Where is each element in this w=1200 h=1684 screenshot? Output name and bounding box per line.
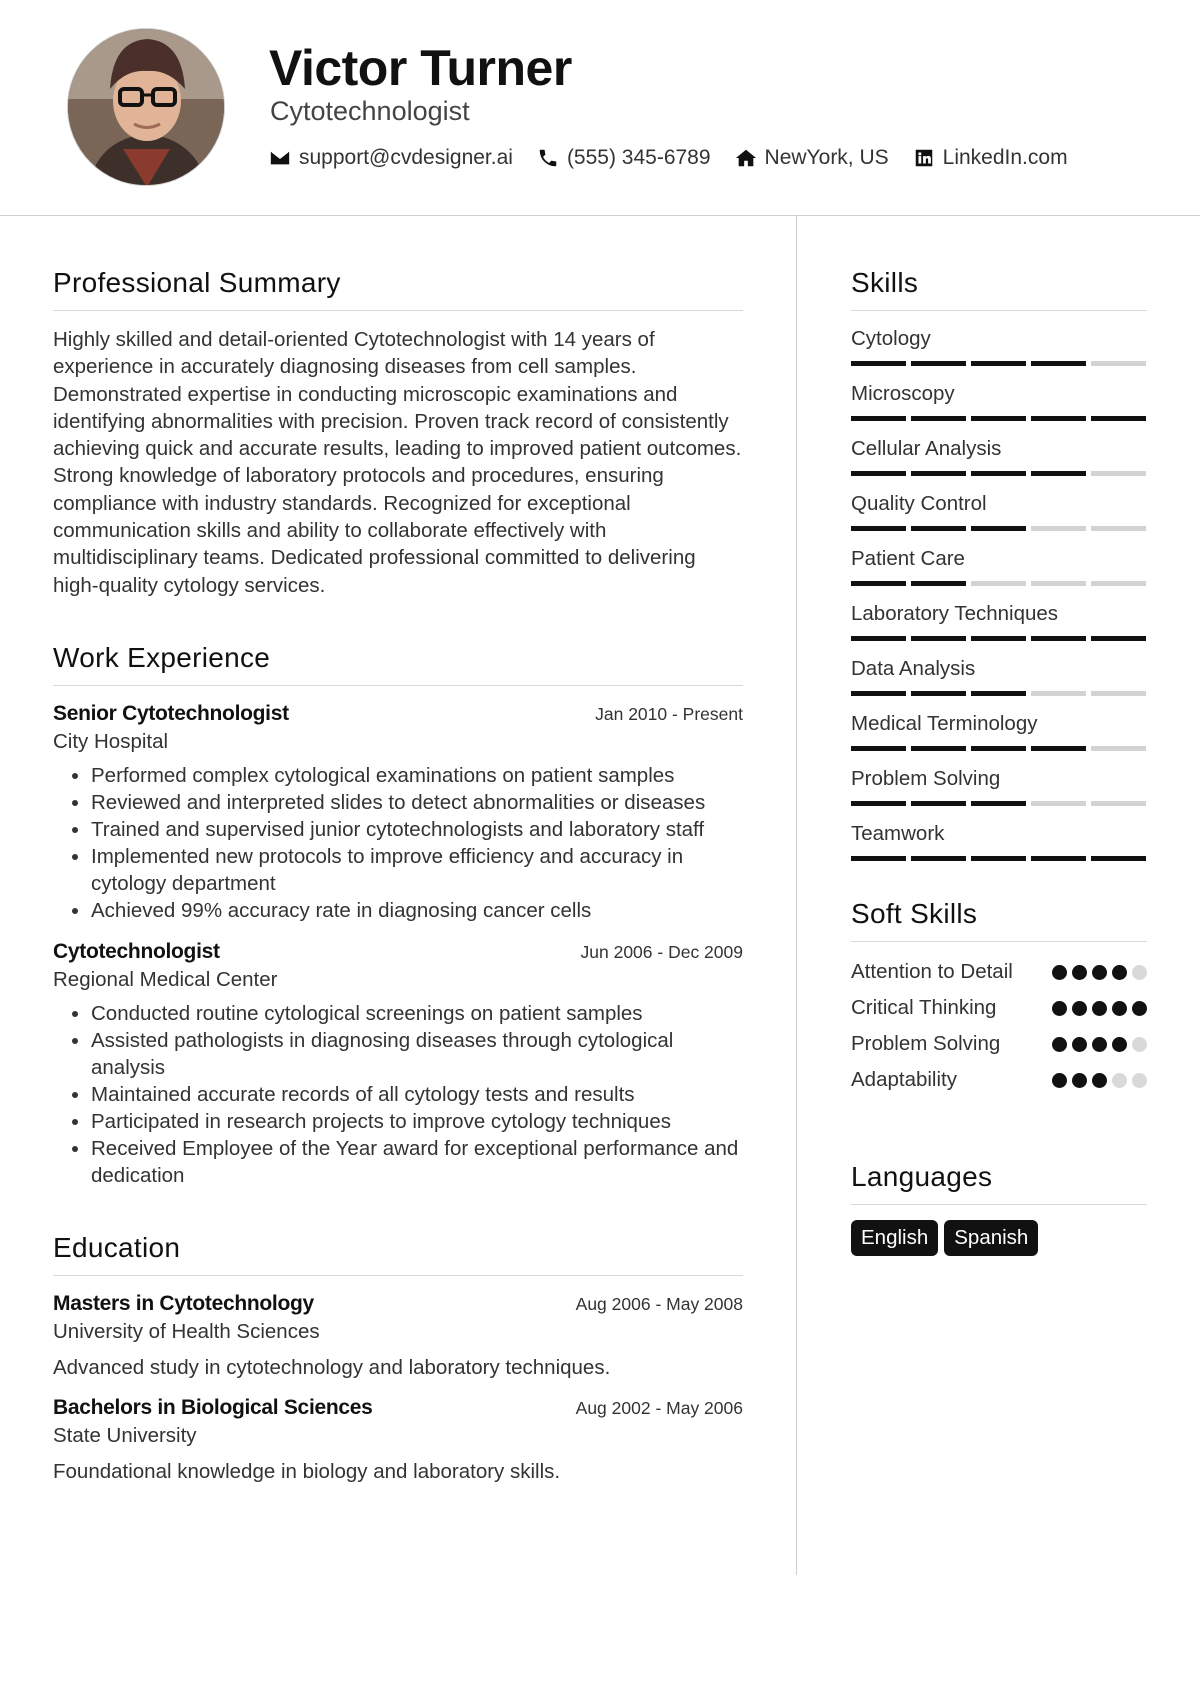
phone-text: (555) 345-6789 — [566, 146, 711, 169]
skill-item — [851, 326, 1147, 366]
skill-level-segment — [1031, 636, 1086, 641]
skill-level-bar — [851, 856, 1147, 861]
soft-skill-rating — [1052, 965, 1147, 980]
soft-skill-name: Critical Thinking — [851, 996, 997, 1019]
rating-dot — [1052, 1073, 1067, 1088]
skill-item — [851, 491, 1147, 531]
rating-dot — [1112, 1001, 1127, 1016]
rating-dot — [1092, 965, 1107, 980]
job-title: Senior Cytotechnologist — [53, 701, 289, 725]
skill-level-bar — [851, 581, 1147, 586]
contact-bar — [269, 146, 1092, 170]
skill-level-segment — [1031, 856, 1086, 861]
skill-level-segment — [911, 526, 966, 531]
sidebar — [851, 266, 1147, 1256]
skill-name: Cytology — [851, 327, 931, 350]
skill-level-segment — [911, 471, 966, 476]
language-tag: English — [851, 1220, 938, 1256]
main-column — [53, 266, 743, 1484]
skill-level-segment — [1091, 526, 1146, 531]
skill-level-bar — [851, 361, 1147, 366]
rating-dot — [1072, 1073, 1087, 1088]
skill-level-segment — [971, 636, 1026, 641]
skill-level-segment — [911, 691, 966, 696]
bullet-item: • Implemented new protocols to improve efficiency and accuracy in cytology department — [91, 843, 743, 897]
skill-level-segment — [971, 856, 1026, 861]
soft-skill-rating — [1052, 1037, 1147, 1052]
column-divider — [796, 215, 797, 1575]
skill-level-segment — [1091, 416, 1146, 421]
soft-skill-item — [851, 1030, 1147, 1057]
soft-skill-name: Problem Solving — [851, 1032, 1001, 1055]
education-date: Aug 2006 - May 2008 — [575, 1293, 743, 1314]
languages-list — [851, 1220, 1147, 1256]
job-bullets — [53, 762, 743, 924]
rating-dot — [1112, 1037, 1127, 1052]
job-date: Jan 2010 - Present — [595, 703, 743, 724]
bullet-item: • Received Employee of the Year award for exceptional performance and dedication — [91, 1135, 743, 1189]
skill-item — [851, 711, 1147, 751]
languages-section — [851, 1160, 1147, 1256]
skill-name: Medical Terminology — [851, 712, 1038, 735]
bullet-item: • Trained and supervised junior cytotechnologists and laboratory staff — [91, 816, 743, 843]
skill-level-segment — [851, 361, 906, 366]
skill-level-segment — [851, 856, 906, 861]
skill-level-segment — [851, 691, 906, 696]
skill-level-segment — [851, 801, 906, 806]
skill-name: Teamwork — [851, 822, 945, 845]
bullet-item: • Maintained accurate records of all cytology tests and results — [91, 1081, 743, 1108]
skill-level-segment — [851, 416, 906, 421]
job-date: Jun 2006 - Dec 2009 — [580, 941, 743, 962]
bullet-item: • Achieved 99% accuracy rate in diagnosing cancer cells — [91, 897, 743, 924]
skill-name: Quality Control — [851, 492, 987, 515]
education-date: Aug 2002 - May 2006 — [575, 1397, 743, 1418]
skill-level-segment — [1031, 471, 1086, 476]
education-section — [53, 1231, 743, 1484]
location-text: NewYork, US — [764, 146, 889, 169]
skill-item — [851, 436, 1147, 476]
skill-level-segment — [911, 746, 966, 751]
rating-dot — [1072, 1037, 1087, 1052]
soft-skills-list — [851, 958, 1147, 1093]
rating-dot — [1052, 1037, 1067, 1052]
skill-level-bar — [851, 416, 1147, 421]
bullet-item: • Performed complex cytological examinations on patient samples — [91, 762, 743, 789]
job-employer: Regional Medical Center — [53, 967, 278, 991]
school-name: State University — [53, 1423, 197, 1447]
bullet-item: • Assisted pathologists in diagnosing diseases through cytological analysis — [91, 1027, 743, 1081]
skill-level-bar — [851, 691, 1147, 696]
soft-skill-rating — [1052, 1001, 1147, 1016]
soft-skill-name: Adaptability — [851, 1068, 957, 1091]
rating-dot — [1092, 1073, 1107, 1088]
skill-level-segment — [851, 746, 906, 751]
experience-heading: Work Experience — [53, 641, 743, 686]
rating-dot — [1092, 1037, 1107, 1052]
soft-skill-item — [851, 1066, 1147, 1093]
skill-level-segment — [1031, 526, 1086, 531]
school-name: University of Health Sciences — [53, 1319, 320, 1343]
education-description: Advanced study in cytotechnology and laboratory techniques. — [53, 1355, 611, 1379]
degree-title: Masters in Cytotechnology — [53, 1291, 314, 1315]
experience-section — [53, 641, 743, 1189]
skill-level-segment — [971, 691, 1026, 696]
rating-dot — [1132, 1001, 1147, 1016]
education-heading: Education — [53, 1231, 743, 1276]
skill-level-segment — [911, 581, 966, 586]
skill-item — [851, 766, 1147, 806]
profile-photo — [67, 28, 225, 186]
portrait-image — [68, 29, 225, 186]
rating-dot — [1132, 965, 1147, 980]
skill-level-segment — [911, 416, 966, 421]
skill-level-segment — [911, 361, 966, 366]
skill-item — [851, 601, 1147, 641]
skill-level-segment — [911, 801, 966, 806]
skill-name: Problem Solving — [851, 767, 1001, 790]
job-entry — [53, 702, 743, 924]
skill-level-bar — [851, 746, 1147, 751]
skill-level-segment — [1031, 801, 1086, 806]
skill-level-segment — [1031, 691, 1086, 696]
candidate-name: Victor Turner — [269, 40, 572, 96]
rating-dot — [1052, 1001, 1067, 1016]
skill-level-segment — [971, 581, 1026, 586]
job-entry — [53, 940, 743, 1189]
skill-name: Laboratory Techniques — [851, 602, 1059, 625]
rating-dot — [1112, 965, 1127, 980]
skill-level-segment — [1091, 361, 1146, 366]
skills-section — [851, 266, 1147, 861]
bullet-item: • Conducted routine cytological screenings on patient samples — [91, 1000, 743, 1027]
skill-level-segment — [911, 856, 966, 861]
contact-phone[interactable] — [537, 146, 711, 170]
skill-level-segment — [851, 636, 906, 641]
skill-item — [851, 381, 1147, 421]
skill-name: Cellular Analysis — [851, 437, 1002, 460]
job-bullets — [53, 1000, 743, 1189]
phone-icon — [537, 147, 559, 169]
linkedin-icon — [913, 147, 935, 169]
skill-level-segment — [1091, 691, 1146, 696]
bullet-item: • Participated in research projects to improve cytology techniques — [91, 1108, 743, 1135]
skill-level-segment — [1091, 801, 1146, 806]
skill-item — [851, 821, 1147, 861]
skill-name: Microscopy — [851, 382, 955, 405]
education-entry — [53, 1292, 743, 1380]
skill-level-segment — [971, 526, 1026, 531]
skill-level-segment — [1031, 416, 1086, 421]
resume-header — [0, 0, 1200, 216]
contact-email[interactable] — [269, 146, 513, 170]
skill-item — [851, 656, 1147, 696]
linkedin-text: LinkedIn.com — [942, 146, 1068, 169]
summary-section — [53, 266, 743, 599]
skills-heading: Skills — [851, 266, 1147, 311]
contact-linkedin[interactable] — [913, 146, 1068, 170]
skill-level-segment — [1031, 361, 1086, 366]
education-description: Foundational knowledge in biology and laboratory skills. — [53, 1459, 561, 1483]
skill-level-bar — [851, 636, 1147, 641]
skill-level-segment — [971, 801, 1026, 806]
skill-level-segment — [971, 471, 1026, 476]
education-entry — [53, 1396, 743, 1484]
job-employer: City Hospital — [53, 729, 169, 753]
skill-level-segment — [1031, 581, 1086, 586]
rating-dot — [1132, 1037, 1147, 1052]
summary-text: Highly skilled and detail-oriented Cytotechnologist with 14 years of experience in accurately diagnosing diseases from cell samples. Demonstrated expertise in conducting microscopic examinations and identifying abnormalities with precision. Proven track record of consistently achieving quick and accurate results, leading to improved patient outcomes. Strong knowledge of laboratory protocols and procedures, ensuring compliance with industry standards. Recognized for exceptional communication skills and ability to collaborate effectively with multidisciplinary teams. Dedicated professional committed to delivering high-quality cytology services. — [53, 328, 742, 597]
skill-level-segment — [1091, 636, 1146, 641]
soft-skill-name: Attention to Detail — [851, 960, 1013, 983]
rating-dot — [1132, 1073, 1147, 1088]
soft-skill-item — [851, 958, 1147, 985]
rating-dot — [1092, 1001, 1107, 1016]
home-icon — [735, 147, 757, 169]
soft-skill-item — [851, 994, 1147, 1021]
job-title: Cytotechnologist — [270, 96, 470, 126]
skill-level-segment — [971, 416, 1026, 421]
rating-dot — [1072, 965, 1087, 980]
skill-level-bar — [851, 471, 1147, 476]
skill-level-segment — [851, 471, 906, 476]
email-text: support@cvdesigner.ai — [299, 146, 513, 169]
skill-name: Patient Care — [851, 547, 965, 570]
soft-skills-section — [851, 897, 1147, 1093]
skill-level-segment — [911, 636, 966, 641]
skill-level-segment — [971, 361, 1026, 366]
rating-dot — [1052, 965, 1067, 980]
skill-level-segment — [1031, 746, 1086, 751]
soft-skill-rating — [1052, 1073, 1147, 1088]
skill-level-segment — [851, 581, 906, 586]
skill-level-bar — [851, 801, 1147, 806]
skill-level-bar — [851, 526, 1147, 531]
envelope-icon — [269, 147, 291, 169]
job-title: Cytotechnologist — [53, 939, 220, 963]
language-tag: Spanish — [944, 1220, 1038, 1256]
rating-dot — [1072, 1001, 1087, 1016]
degree-title: Bachelors in Biological Sciences — [53, 1395, 373, 1419]
contact-location — [735, 146, 889, 170]
skill-name: Data Analysis — [851, 657, 976, 680]
skill-level-segment — [851, 526, 906, 531]
soft-skills-heading: Soft Skills — [851, 897, 1147, 942]
bullet-item: • Reviewed and interpreted slides to detect abnormalities or diseases — [91, 789, 743, 816]
languages-heading: Languages — [851, 1160, 1147, 1205]
skill-level-segment — [1091, 746, 1146, 751]
skill-level-segment — [971, 746, 1026, 751]
skill-item — [851, 546, 1147, 586]
summary-heading: Professional Summary — [53, 266, 743, 311]
skill-level-segment — [1091, 471, 1146, 476]
skill-level-segment — [1091, 581, 1146, 586]
skills-list — [851, 326, 1147, 861]
rating-dot — [1112, 1073, 1127, 1088]
skill-level-segment — [1091, 856, 1146, 861]
